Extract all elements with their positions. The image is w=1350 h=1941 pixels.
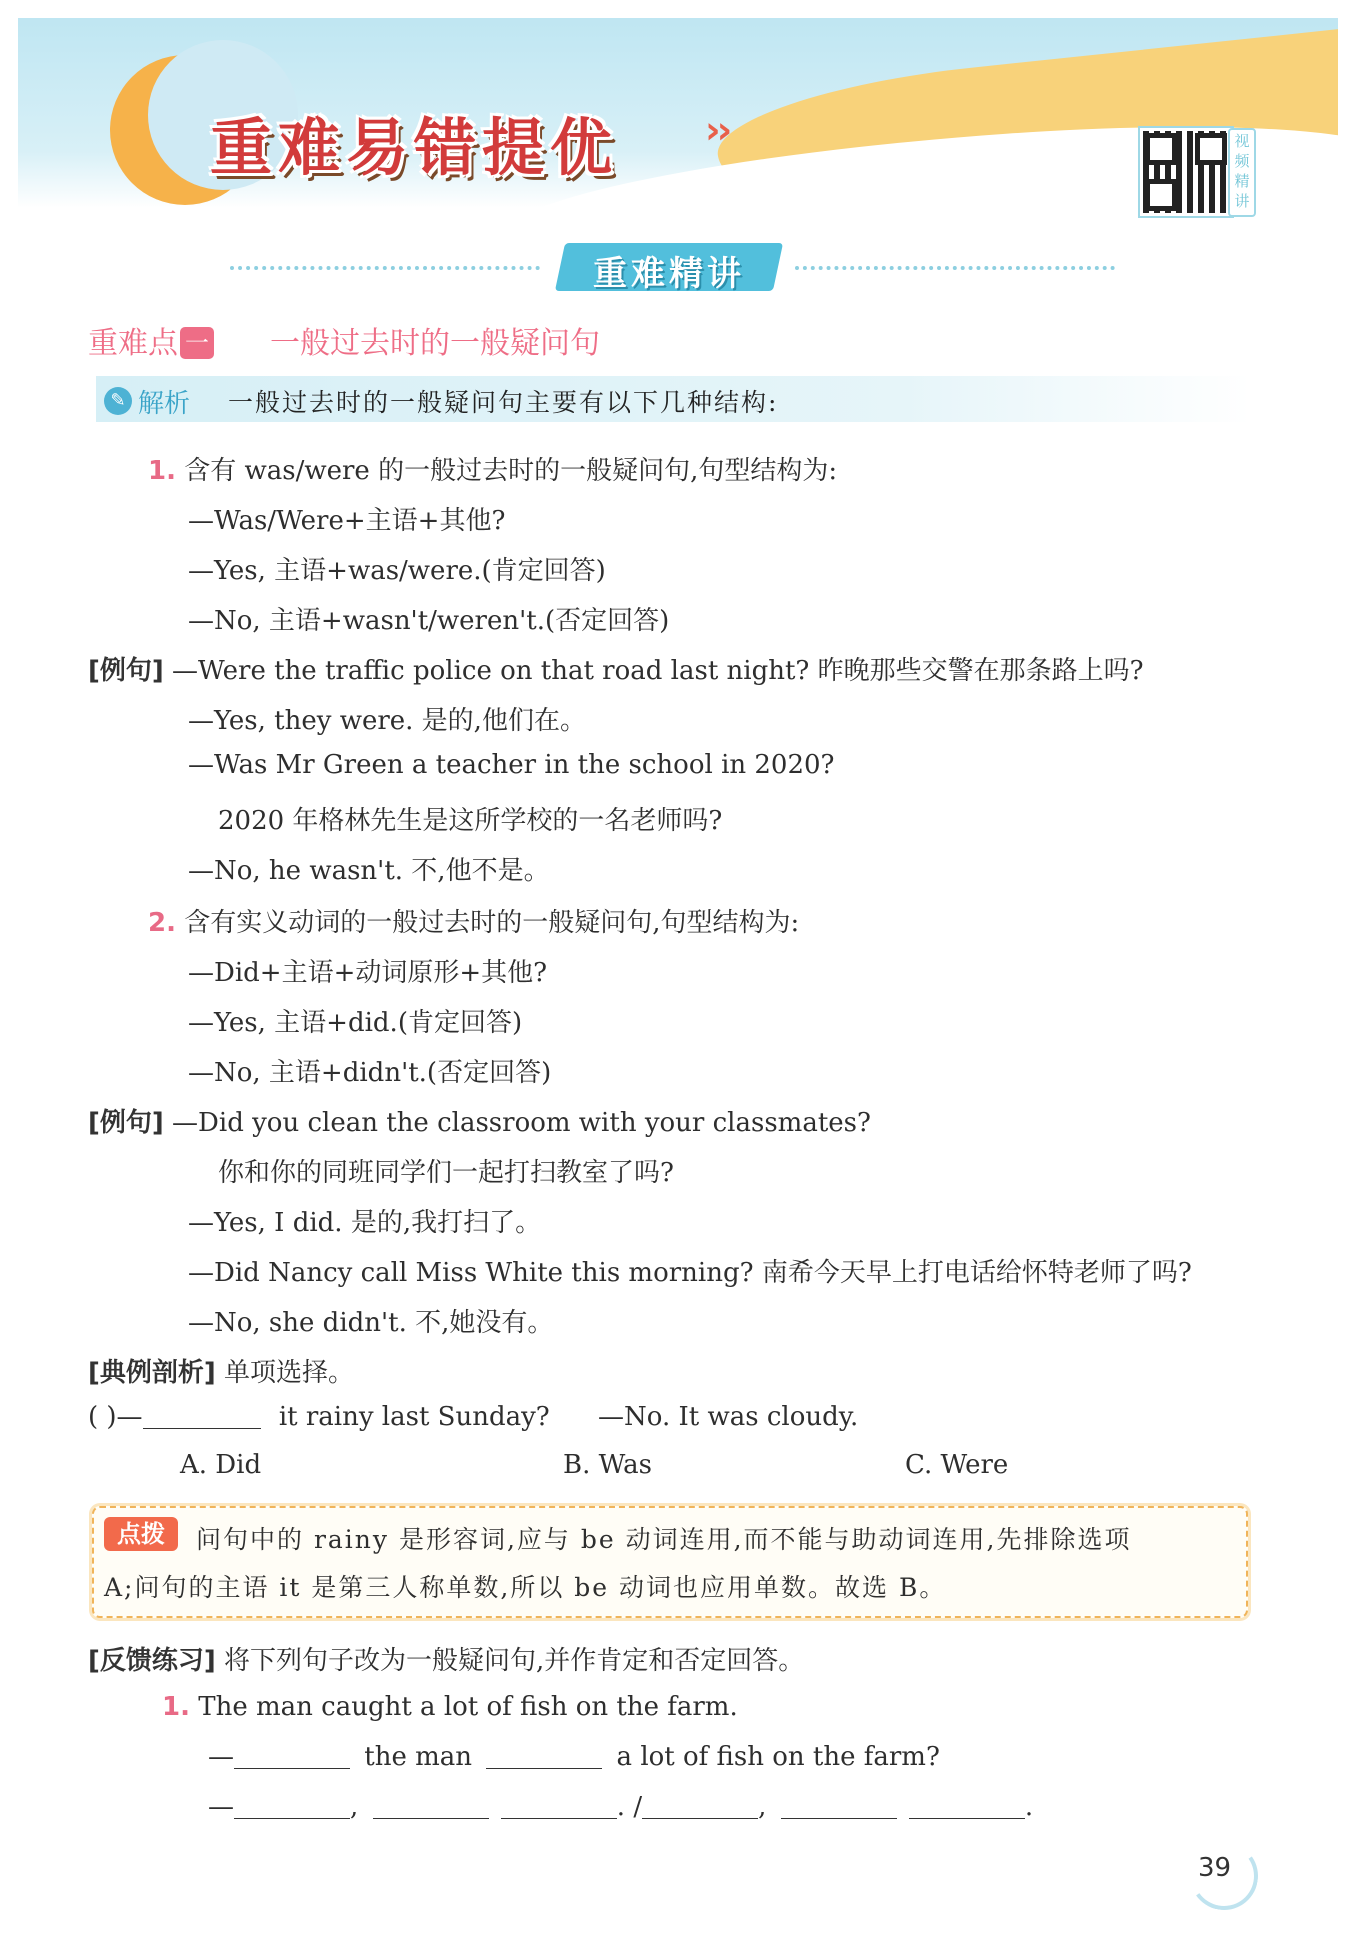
arrows-icon: ›› (705, 108, 729, 152)
answer-blank[interactable] (642, 1792, 758, 1819)
item-number: 1. (162, 1692, 190, 1722)
tip-badge: 点拨 (104, 1517, 178, 1551)
feedback-q1-answers: — , . / , . (208, 1792, 1034, 1822)
example2-line1 (88, 1102, 871, 1139)
answer-blank[interactable] (909, 1792, 1025, 1819)
answer-blank[interactable] (234, 1742, 350, 1769)
typical-instruction: 单项选择。 (224, 1358, 355, 1388)
example2-line4: —Did Nancy call Miss White this morning? 南希今天早上打电话给怀特老师了吗? (188, 1258, 1192, 1288)
structure-no: —No, 主语+wasn't/weren't.(否定回答) (188, 606, 670, 636)
analysis-label: 解析 (138, 389, 191, 419)
point-title: 一般过去时的一般疑问句 (270, 326, 600, 361)
example-text: —Did you clean the classroom with your classmates? (172, 1108, 871, 1138)
example2-line3: —Yes, I did. 是的,我打扫了。 (188, 1208, 542, 1238)
qr-label-char: 视 (1234, 132, 1250, 150)
question-text: it rainy last Sunday? (278, 1402, 550, 1432)
example-text: —Were the traffic police on that road last night? 昨晚那些交警在那条路上吗? (172, 656, 1144, 686)
item1-title-line (148, 450, 837, 487)
example1-line3: —Was Mr Green a teacher in the school in 2020? (188, 750, 835, 780)
qr-label-char: 讲 (1234, 192, 1250, 210)
option-c[interactable]: C. Were (905, 1450, 1009, 1480)
point-heading (88, 318, 214, 362)
item2-title-line (148, 902, 799, 939)
reply-text: —No. It was cloudy. (598, 1402, 859, 1432)
answer-blank[interactable] (486, 1742, 602, 1769)
page-title: 重难易错提优 (210, 111, 619, 184)
answer-blank[interactable] (234, 1792, 350, 1819)
feedback-q1-question (208, 1742, 940, 1772)
item-title: 含有实义动词的一般过去时的一般疑问句,句型结构为: (184, 908, 800, 938)
option-b[interactable]: B. Was (563, 1450, 652, 1480)
point-label: 重难点 (88, 326, 178, 361)
dash: — (208, 1742, 234, 1772)
point-number-badge: 一 (180, 327, 214, 359)
structure-no: —No, 主语+didn't.(否定回答) (188, 1058, 552, 1088)
structure-yes: —Yes, 主语+did.(肯定回答) (188, 1008, 523, 1038)
tip-line1: 问句中的 rainy 是形容词,应与 be 动词连用,而不能与助动词连用,先排除选项 (196, 1525, 1132, 1554)
example1-line1 (88, 650, 1144, 687)
video-lecture-label[interactable] (1228, 128, 1256, 217)
feedback-instruction: 将下列句子改为一般疑问句,并作肯定和否定回答。 (224, 1646, 805, 1676)
answer-blank[interactable] (143, 1402, 261, 1429)
feedback-tag: [反馈练习] (88, 1646, 216, 1676)
structure-yes: —Yes, 主语+was/were.(肯定回答) (188, 556, 606, 586)
example-tag: [例句] (88, 1108, 164, 1138)
item-number: 2. (148, 908, 176, 938)
structure-question: —Was/Were+主语+其他? (188, 506, 506, 536)
item-number: 1. (148, 456, 176, 486)
example2-line5: —No, she didn't. 不,她没有。 (188, 1308, 554, 1338)
item-title: 含有 was/were 的一般过去时的一般疑问句,句型结构为: (184, 456, 838, 486)
example1-line4: 2020 年格林先生是这所学校的一名老师吗? (218, 806, 723, 836)
example-tag: [例句] (88, 656, 164, 686)
example2-line2: 你和你的同班同学们一起打扫教室了吗? (218, 1158, 674, 1188)
page-number: 39 (1198, 1853, 1232, 1883)
qr-label-char: 频 (1234, 152, 1250, 170)
typical-example-heading (88, 1352, 354, 1389)
feedback-q1 (162, 1692, 738, 1722)
dotted-divider-right (795, 266, 1115, 270)
dash: — (208, 1792, 234, 1822)
answer-blank[interactable] (373, 1792, 489, 1819)
example1-line5: —No, he wasn't. 不,他不是。 (188, 856, 550, 886)
answer-blank[interactable] (501, 1792, 617, 1819)
option-a[interactable]: A. Did (180, 1450, 262, 1480)
qr-code-icon[interactable] (1140, 128, 1232, 216)
answer-paren: ( )— (88, 1402, 143, 1432)
dotted-divider-left (230, 266, 540, 270)
q1-mid-text: the man (364, 1742, 473, 1772)
key-icon: ✎ (104, 387, 132, 415)
tip-line2: A;问句的主语 it 是第三人称单数,所以 be 动词也应用单数。故选 B。 (104, 1573, 947, 1602)
example1-line2: —Yes, they were. 是的,他们在。 (188, 706, 586, 736)
q1-sentence: The man caught a lot of fish on the farm. (198, 1692, 738, 1722)
typical-question (88, 1402, 858, 1432)
q1-end-text: a lot of fish on the farm? (616, 1742, 940, 1772)
section-banner: 重难精讲 (593, 254, 745, 294)
typical-tag: [典例剖析] (88, 1358, 216, 1388)
structure-question: —Did+主语+动词原形+其他? (188, 958, 548, 988)
feedback-heading (88, 1640, 804, 1677)
analysis-text: 一般过去时的一般疑问句主要有以下几种结构: (228, 388, 779, 417)
qr-label-char: 精 (1234, 172, 1250, 190)
answer-blank[interactable] (781, 1792, 897, 1819)
